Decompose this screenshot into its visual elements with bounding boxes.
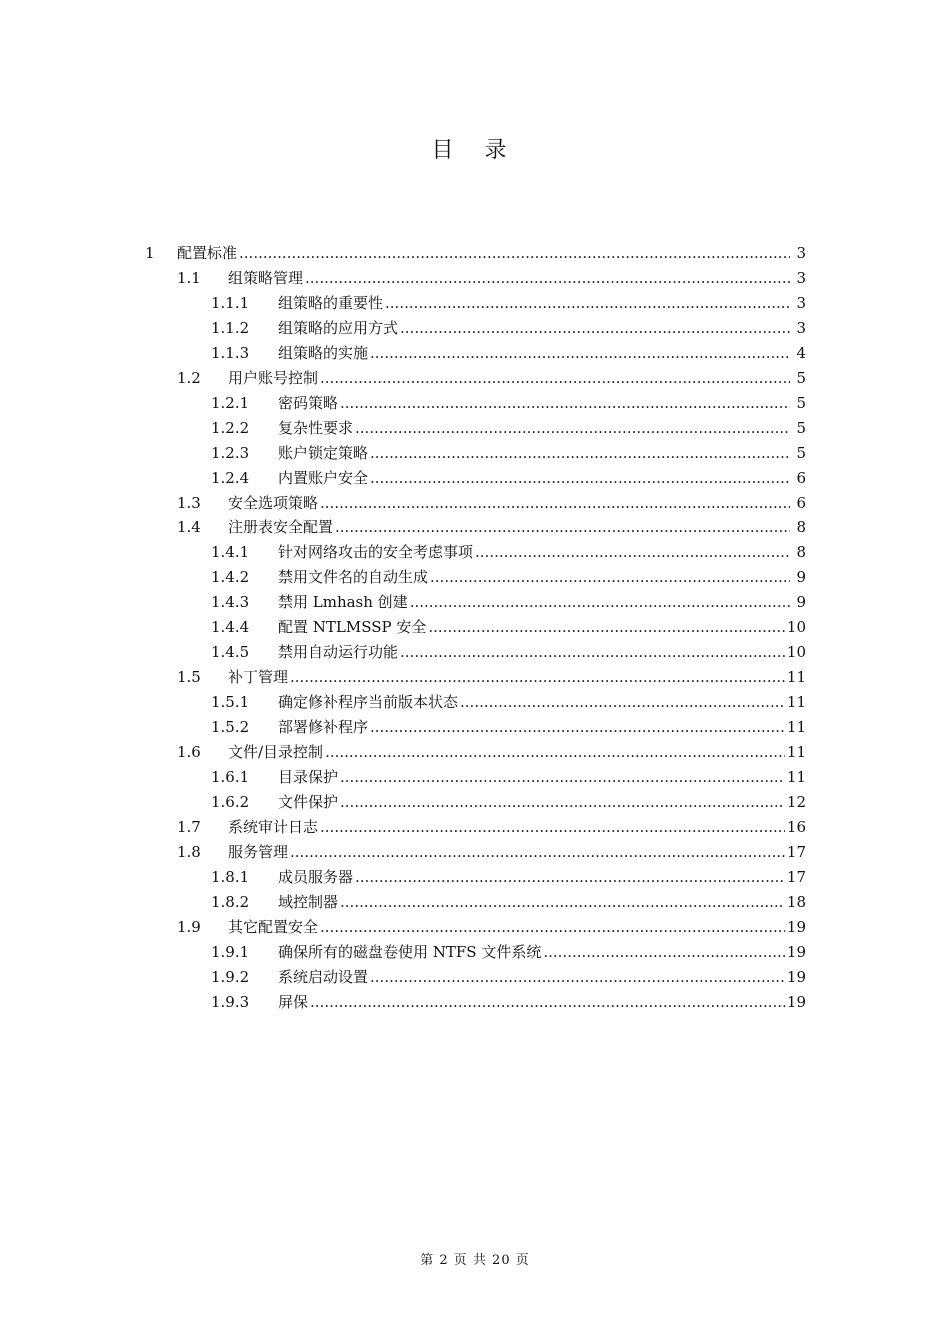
toc-dot-leader: [460, 690, 785, 715]
toc-entry[interactable]: [0, 590, 950, 615]
toc-entry-number: 1.9.1: [211, 942, 250, 961]
toc-entry[interactable]: [0, 540, 950, 565]
toc-entry-page: 19: [786, 917, 806, 936]
toc-dot-leader: [370, 341, 790, 366]
toc-entry-label: 确保所有的磁盘卷使用 NTFS 文件系统: [278, 942, 542, 961]
toc-dot-leader: [325, 740, 785, 765]
toc-entry-number: 1.2.3: [211, 443, 250, 462]
toc-entry-number: 1.2.2: [211, 418, 250, 437]
toc-entry-number: 1.8: [177, 842, 201, 861]
toc-entry-page: 6: [796, 468, 806, 487]
toc-entry-label: 复杂性要求: [278, 418, 354, 437]
toc-entry-label: 组策略的实施: [278, 343, 369, 362]
toc-entry[interactable]: [0, 491, 950, 516]
toc-entry[interactable]: [0, 765, 950, 790]
toc-entry[interactable]: [0, 416, 950, 441]
toc-entry-label: 组策略的应用方式: [278, 318, 399, 337]
toc-dot-leader: [370, 466, 790, 491]
toc-entry[interactable]: [0, 291, 950, 316]
toc-dot-leader: [355, 865, 785, 890]
toc-entry[interactable]: [0, 690, 950, 715]
toc-dot-leader: [290, 665, 785, 690]
toc-entry-label: 安全选项策略: [228, 493, 319, 512]
toc-entry[interactable]: [0, 515, 950, 540]
toc-entry-label: 禁用 Lmhash 创建: [278, 593, 408, 612]
toc-entry-label: 屏保: [278, 992, 309, 1011]
toc-entry-label: 内置账户安全: [278, 468, 369, 487]
toc-entry-label: 成员服务器: [278, 867, 354, 886]
toc-entry-page: 5: [796, 368, 806, 387]
toc-dot-leader: [320, 491, 790, 516]
toc-entry[interactable]: [0, 640, 950, 665]
toc-dot-leader: [370, 965, 785, 990]
toc-entry-page: 5: [796, 418, 806, 437]
toc-dot-leader: [340, 391, 790, 416]
toc-entry-label: 服务管理: [228, 842, 289, 861]
toc-dot-leader: [475, 540, 790, 565]
toc-entry-label: 配置标准: [177, 244, 238, 262]
toc-dot-leader: [239, 241, 790, 266]
toc-dot-leader: [335, 515, 790, 540]
toc-entry-number: 1.4.3: [211, 593, 250, 612]
toc-entry-label: 组策略管理: [228, 268, 304, 287]
toc-entry-page: 19: [786, 967, 806, 986]
toc-entry-number: 1.6.1: [211, 767, 250, 786]
toc-dot-leader: [428, 615, 785, 640]
toc-dot-leader: [370, 441, 790, 466]
toc-entry[interactable]: [0, 990, 950, 1015]
toc-entry[interactable]: [0, 965, 950, 990]
toc-dot-leader: [410, 590, 790, 615]
toc-dot-leader: [290, 840, 785, 865]
toc-dot-leader: [385, 291, 790, 316]
toc-entry-page: 5: [796, 393, 806, 412]
toc-entry[interactable]: [0, 940, 950, 965]
toc-entry[interactable]: [0, 466, 950, 491]
toc-dot-leader: [400, 316, 790, 341]
toc-dot-leader: [320, 815, 785, 840]
toc-entry-page: 17: [786, 867, 806, 886]
toc-entry-number: 1.1.3: [211, 343, 250, 362]
toc-dot-leader: [340, 765, 785, 790]
toc-entry-number: 1.9.3: [211, 992, 250, 1011]
toc-dot-leader: [320, 915, 785, 940]
toc-entry-number: 1.5: [177, 668, 201, 687]
toc-entry[interactable]: [0, 241, 950, 266]
toc-entry[interactable]: [0, 815, 950, 840]
toc-entry-number: 1.1: [177, 268, 201, 287]
toc-entry-number: 1.7: [177, 817, 201, 836]
toc-entry[interactable]: [0, 366, 950, 391]
toc-entry-label: 禁用自动运行功能: [278, 643, 399, 662]
toc-entry-number: 1.8.2: [211, 892, 250, 911]
toc-entry-number: 1.4.4: [211, 618, 250, 637]
toc-entry-label: 密码策略: [278, 393, 339, 412]
toc-dot-leader: [340, 790, 785, 815]
toc-entry-number: 1.2: [177, 368, 201, 387]
toc-entry-label: 配置 NTLMSSP 安全: [278, 618, 427, 637]
toc-entry-page: 3: [796, 293, 806, 312]
toc-dot-leader: [400, 640, 785, 665]
toc-entry[interactable]: [0, 266, 950, 291]
toc-entry-number: 1.5.2: [211, 718, 250, 737]
toc-entry-page: 19: [786, 942, 806, 961]
toc-entry-page: 8: [796, 518, 806, 537]
toc-entry-number: 1.1.1: [211, 293, 250, 312]
toc-entry[interactable]: [0, 615, 950, 640]
toc-dot-leader: [320, 366, 790, 391]
toc-entry[interactable]: [0, 665, 950, 690]
toc-entry-number: 1.9.2: [211, 967, 250, 986]
toc-entry-page: 19: [786, 992, 806, 1011]
toc-entry-label: 目录保护: [278, 767, 339, 786]
toc-entry-number: 1.4: [177, 518, 201, 537]
toc-entry-number: 1.2.1: [211, 393, 250, 412]
toc-entry-number: 1.2.4: [211, 468, 250, 487]
toc-entry-label: 文件/目录控制: [228, 743, 324, 761]
toc-entry-page: 3: [796, 244, 806, 262]
toc-entry-label: 组策略的重要性: [278, 293, 384, 312]
toc-entry-number: 1.4.2: [211, 568, 250, 587]
toc-entry-number: 1: [145, 244, 155, 262]
toc-dot-leader: [430, 565, 790, 590]
toc-entry-page: 11: [786, 668, 806, 687]
toc-entry-label: 补丁管理: [228, 668, 289, 687]
toc-entry-number: 1.3: [177, 493, 201, 512]
toc-entry-number: 1.5.1: [211, 693, 250, 712]
toc-entry-page: 6: [796, 493, 806, 512]
toc-entry-number: 1.9: [177, 917, 201, 936]
toc-entry-label: 针对网络攻击的安全考虑事项: [278, 543, 474, 562]
toc-entry-page: 8: [796, 543, 806, 562]
toc-entry[interactable]: [0, 715, 950, 740]
toc-entry[interactable]: [0, 341, 950, 366]
toc-entry-number: 1.1.2: [211, 318, 250, 337]
toc-dot-leader: [305, 266, 790, 291]
toc-entry-page: 11: [786, 767, 806, 786]
toc-entry-page: 4: [796, 343, 806, 362]
toc-dot-leader: [340, 890, 785, 915]
toc-entry-label: 系统启动设置: [278, 967, 369, 986]
toc-entry-page: 10: [786, 643, 806, 662]
toc-entry-label: 域控制器: [278, 892, 339, 911]
toc-entry-number: 1.8.1: [211, 867, 250, 886]
toc-entry-number: 1.6.2: [211, 792, 250, 811]
toc-entry-page: 16: [786, 817, 806, 836]
toc-entry[interactable]: [0, 790, 950, 815]
toc-dot-leader: [370, 715, 785, 740]
page-footer: 第 2 页 共 20 页: [420, 1253, 530, 1268]
toc-entry-number: 1.6: [177, 743, 201, 761]
toc-entry-page: 11: [786, 718, 806, 737]
toc-entry-page: 17: [786, 842, 806, 861]
toc-entry-page: 10: [786, 618, 806, 637]
toc-entry[interactable]: [0, 740, 950, 765]
toc-entry-number: 1.4.1: [211, 543, 250, 562]
toc-entry[interactable]: [0, 441, 950, 466]
toc-entry[interactable]: [0, 890, 950, 915]
toc-entry-label: 系统审计日志: [228, 817, 319, 836]
toc-entry-label: 注册表安全配置: [228, 518, 334, 537]
toc-entry-label: 禁用文件名的自动生成: [278, 568, 429, 587]
toc-entry[interactable]: [0, 565, 950, 590]
toc-entry-page: 5: [796, 443, 806, 462]
toc-entry-page: 3: [796, 318, 806, 337]
toc-entry-label: 确定修补程序当前版本状态: [278, 693, 459, 712]
toc-entry-label: 账户锁定策略: [278, 443, 369, 462]
toc-entry-label: 部署修补程序: [278, 718, 369, 737]
toc-entry[interactable]: [0, 915, 950, 940]
toc-dot-leader: [543, 940, 785, 965]
toc-entry-page: 12: [786, 792, 806, 811]
toc-entry[interactable]: [0, 391, 950, 416]
toc-entry-page: 9: [796, 593, 806, 612]
toc-dot-leader: [355, 416, 790, 441]
toc-entry[interactable]: [0, 840, 950, 865]
toc-entry[interactable]: [0, 316, 950, 341]
toc-entry-page: 9: [796, 568, 806, 587]
toc-entry-page: 11: [786, 743, 806, 761]
toc-entry[interactable]: [0, 865, 950, 890]
toc-entry-number: 1.4.5: [211, 643, 250, 662]
toc-entry-label: 文件保护: [278, 792, 339, 811]
toc-entry-page: 18: [786, 892, 806, 911]
toc-entry-label: 用户账号控制: [228, 368, 319, 387]
toc-dot-leader: [310, 990, 785, 1015]
toc-entry-page: 3: [796, 268, 806, 287]
toc-entry-page: 11: [786, 693, 806, 712]
page-title: 目 录: [431, 138, 519, 163]
toc-entry-label: 其它配置安全: [228, 917, 319, 936]
